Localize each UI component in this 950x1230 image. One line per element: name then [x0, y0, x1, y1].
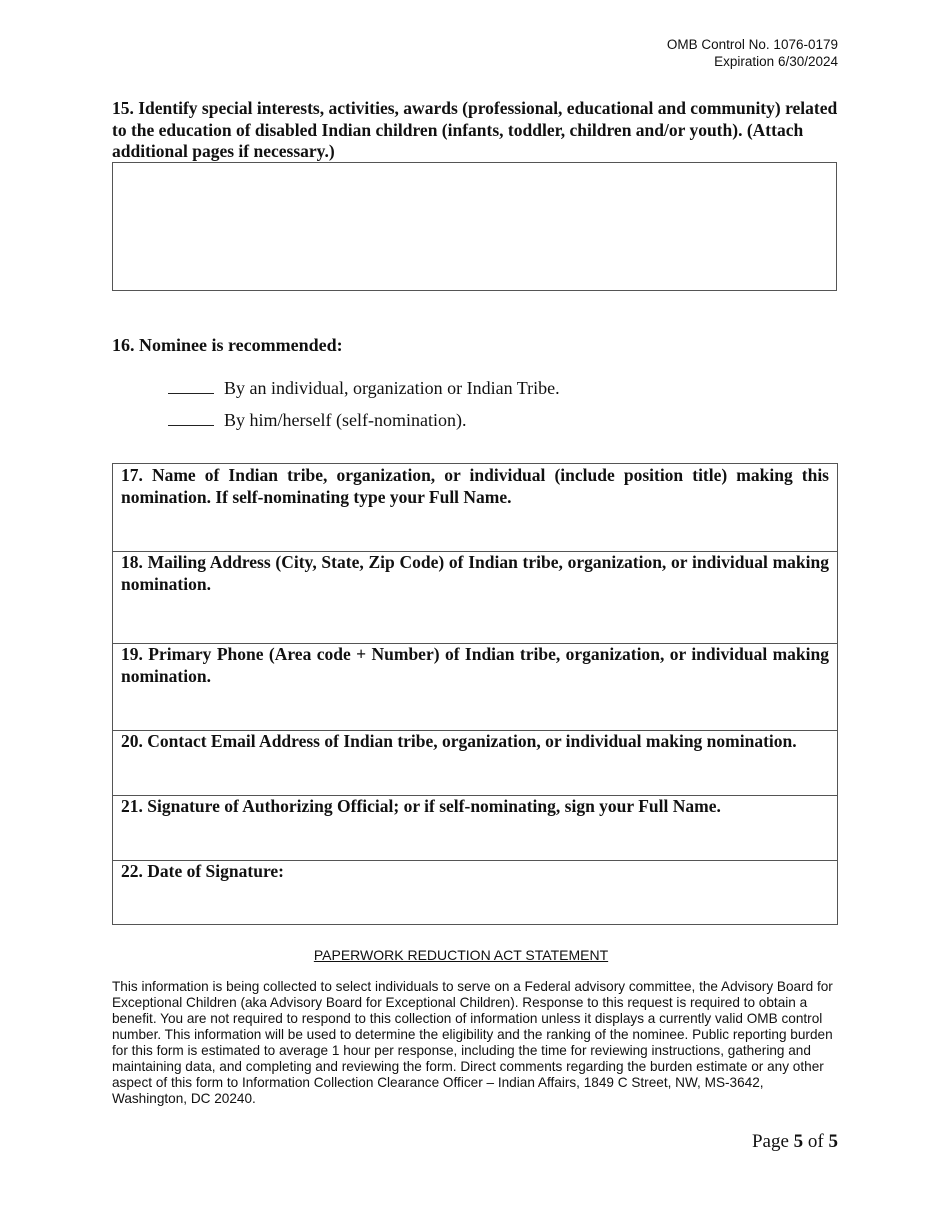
- pra-statement-title: PAPERWORK REDUCTION ACT STATEMENT: [313, 947, 609, 963]
- field-22-date-of-signature[interactable]: [113, 860, 837, 926]
- field-17-nominator-name[interactable]: [113, 464, 837, 552]
- field-18-mailing-address[interactable]: [113, 551, 837, 644]
- question-16-label: 16. Nominee is recommended:: [112, 335, 343, 355]
- nominator-info-table: [112, 463, 838, 925]
- field-19-label: 19. Primary Phone (Area code + Number) of Indian tribe, organization, or individual making nomination.: [121, 644, 829, 686]
- pra-statement-body: This information is being collected to select individuals to serve on a Federal advisory committee, the Advisory Board for Exceptional Children (aka Advisory Board for Exceptional Children). Response to this request is required to obtain a benefit. You are not required to respond to this collection of information unless it displays a currently valid OMB control number. This information will be used to determine the eligibility and the ranking of the nominee. Public reporting burden for this form is estimated to average 1 hour per response, including the time for reviewing instructions, gathering and maintaining data, and completing and reviewing the form. Direct comments regarding the burden estimate or any other aspect of this form to Information Collection Clearance Officer – Indian Affairs, 1849 C Street, NW, MS-3642, Washington, DC 20240.: [112, 979, 833, 1106]
- omb-header: [667, 36, 838, 70]
- of-word: of: [807, 1131, 824, 1152]
- question-15-label: 15. Identify special interests, activities, awards (professional, educational and community) related to the education of disabled Indian children (infants, toddler, children and/or youth). (Attach additional pages if necessary.): [112, 98, 838, 161]
- field-19-primary-phone[interactable]: [113, 643, 837, 731]
- page-word: Page: [751, 1131, 789, 1152]
- recommendation-option-self[interactable]: [168, 410, 466, 431]
- omb-expiration: Expiration 6/30/2024: [714, 54, 838, 69]
- field-20-label: 20. Contact Email Address of Indian tribe, organization, or individual making nomination.: [121, 731, 797, 751]
- recommendation-option-organization[interactable]: [168, 378, 560, 399]
- option-label: By him/herself (self-nomination).: [224, 410, 467, 430]
- field-21-signature[interactable]: [113, 795, 837, 861]
- field-22-label: 22. Date of Signature:: [121, 861, 284, 881]
- option-blank-line[interactable]: [168, 411, 214, 426]
- option-label: By an individual, organization or Indian Tribe.: [224, 378, 560, 398]
- page-current: 5: [793, 1131, 804, 1152]
- field-17-label: 17. Name of Indian tribe, organization, or individual (include position title) making this nomination. If self-nominating type your Full Name.: [121, 465, 829, 507]
- question-15-answer-box[interactable]: [112, 162, 837, 291]
- option-blank-line[interactable]: [168, 379, 214, 394]
- field-20-contact-email[interactable]: [113, 730, 837, 796]
- field-18-label: 18. Mailing Address (City, State, Zip Code) of Indian tribe, organization, or individual making nomination.: [121, 552, 829, 594]
- page-number: [752, 1131, 838, 1153]
- field-21-label: 21. Signature of Authorizing Official; or if self-nominating, sign your Full Name.: [121, 796, 721, 816]
- omb-control-number: OMB Control No. 1076-0179: [666, 37, 838, 52]
- page-total: 5: [828, 1131, 838, 1152]
